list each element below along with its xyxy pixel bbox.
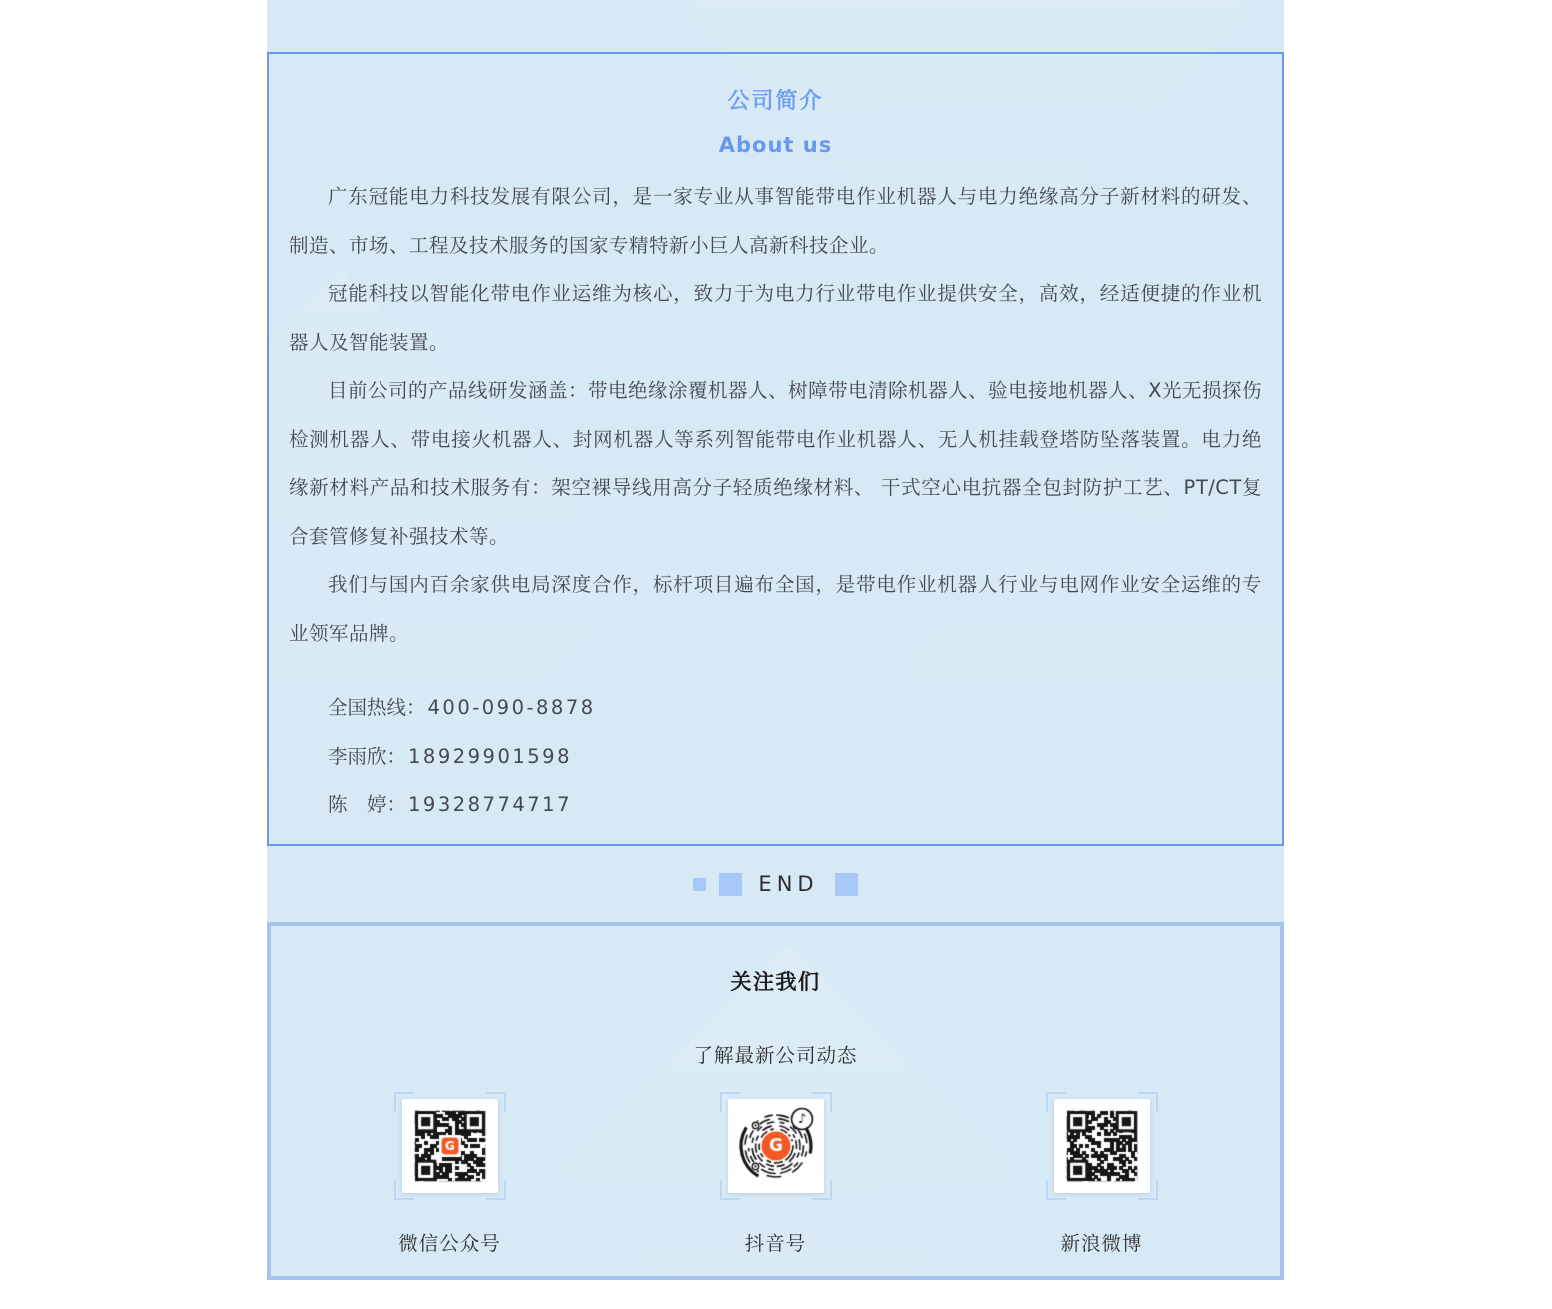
bracket-corner-icon <box>486 1092 506 1112</box>
contact-person-1 <box>289 733 1262 782</box>
qr-label-wechat: 微信公众号 <box>398 1232 501 1255</box>
qr-item-weibo <box>1044 1092 1160 1256</box>
contact-person-2 <box>289 781 1262 830</box>
bracket-corner-icon <box>812 1180 832 1200</box>
end-divider-square-left <box>719 873 742 896</box>
bracket-corner-icon <box>1046 1092 1066 1112</box>
contact-hotline <box>289 684 1262 733</box>
contact-list <box>289 684 1262 830</box>
qr-item-wechat <box>392 1092 508 1256</box>
end-divider-square-small <box>693 878 706 891</box>
bracket-corner-icon <box>1046 1180 1066 1200</box>
contact-person-2-number: 19328774717 <box>408 793 572 816</box>
company-intro-body <box>289 173 1262 658</box>
bracket-corner-icon <box>720 1180 740 1200</box>
company-intro-card <box>267 52 1284 846</box>
qr-card <box>402 1099 498 1193</box>
end-divider-label: END <box>758 872 819 896</box>
qr-code-row <box>271 1092 1280 1256</box>
follow-us-subtitle: 了解最新公司动态 <box>693 1044 858 1067</box>
contact-person-1-name: 李雨欣： <box>328 744 407 768</box>
qr-frame <box>394 1092 506 1200</box>
bracket-corner-icon <box>394 1092 414 1112</box>
contact-person-1-number: 18929901598 <box>408 744 572 768</box>
qr-label-douyin: 抖音号 <box>744 1232 807 1255</box>
weibo-qr-code-icon <box>1064 1108 1140 1184</box>
company-intro-title: 公司简介 <box>727 89 824 114</box>
qr-frame <box>720 1092 832 1200</box>
bracket-corner-icon <box>812 1092 832 1112</box>
intro-paragraph-4: 我们与国内百余家供电局深度合作，标杆项目遍布全国，是带电作业机器人行业与电网作业安全运维的专业领军品牌。 <box>289 573 1262 645</box>
contact-person-2-name: 陈 婷： <box>328 793 407 816</box>
contact-hotline-number: 400-090-8878 <box>427 696 596 719</box>
bracket-corner-icon <box>394 1180 414 1200</box>
intro-paragraph-3: 目前公司的产品线研发涵盖：带电绝缘涂覆机器人、树障带电清除机器人、验电接地机器人、X光无损探伤检测机器人、带电接火机器人、封网机器人等系列智能带电作业机器人、无人机挂载登塔防坠落装置。电力绝缘新材料产品和技术服务有：架空裸导线用高分子轻质绝缘材料、 干式空心电抗器全包封防护工艺、PT/CT复合套管修复补强技术等。 <box>289 379 1262 548</box>
intro-paragraph-1: 广东冠能电力科技发展有限公司，是一家专业从事智能带电作业机器人与电力绝缘高分子新材料的研发、制造、市场、工程及技术服务的国家专精特新小巨人高新科技企业。 <box>289 185 1262 257</box>
contact-hotline-label: 全国热线： <box>328 696 426 719</box>
bracket-corner-icon <box>486 1180 506 1200</box>
qr-card <box>728 1099 824 1193</box>
company-intro-subtitle-en: About us <box>718 133 833 157</box>
qr-frame <box>1046 1092 1158 1200</box>
bracket-corner-icon <box>720 1092 740 1112</box>
qr-item-douyin <box>718 1092 834 1256</box>
follow-us-card <box>267 922 1284 1280</box>
bracket-corner-icon <box>1138 1180 1158 1200</box>
intro-paragraph-2: 冠能科技以智能化带电作业运维为核心，致力于为电力行业带电作业提供安全，高效，经适便捷的作业机器人及智能装置。 <box>289 282 1262 354</box>
qr-card <box>1054 1099 1150 1193</box>
end-divider-square-right <box>835 873 858 896</box>
bracket-corner-icon <box>1138 1092 1158 1112</box>
douyin-qr-code-icon <box>736 1106 816 1186</box>
qr-label-weibo: 新浪微博 <box>1060 1232 1143 1255</box>
article-column <box>267 0 1284 1280</box>
end-divider <box>267 846 1284 922</box>
follow-us-title: 关注我们 <box>730 970 821 994</box>
wechat-qr-code-icon <box>412 1108 488 1184</box>
